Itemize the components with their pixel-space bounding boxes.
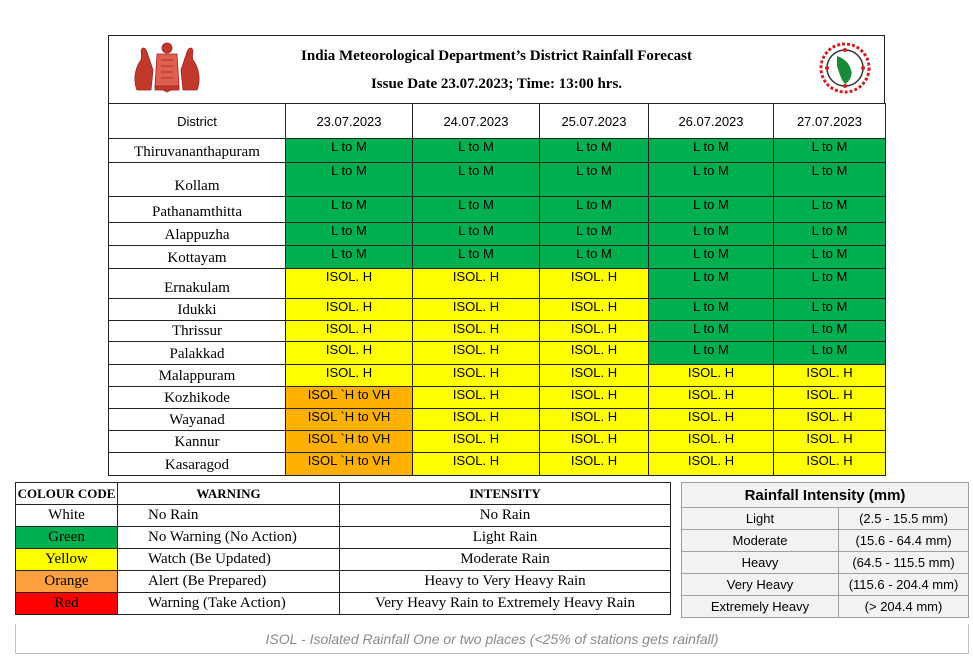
table-row <box>109 431 886 453</box>
forecast-cell: ISOL. H <box>540 269 649 299</box>
intensity-range: (64.5 - 115.5 mm) <box>839 552 969 574</box>
intensity-label: Light Rain <box>340 527 671 549</box>
warning-header: WARNING <box>118 483 340 505</box>
district-name: Thiruvananthapuram <box>109 139 286 163</box>
forecast-cell: ISOL. H <box>413 269 540 299</box>
table-row <box>109 269 886 299</box>
district-name: Kozhikode <box>109 387 286 409</box>
forecast-cell: L to M <box>649 197 774 223</box>
forecast-cell: ISOL. H <box>413 321 540 342</box>
warning-label: No Rain <box>118 505 340 527</box>
forecast-cell: ISOL. H <box>286 269 413 299</box>
forecast-cell: L to M <box>774 299 886 321</box>
colour-code-swatch: White <box>16 505 118 527</box>
intensity-label: No Rain <box>340 505 671 527</box>
forecast-cell: L to M <box>649 269 774 299</box>
forecast-cell: ISOL. H <box>413 409 540 431</box>
forecast-cell: ISOL. H <box>649 431 774 453</box>
forecast-cell: ISOL. H <box>774 431 886 453</box>
forecast-cell: ISOL. H <box>286 299 413 321</box>
warning-label: Alert (Be Prepared) <box>118 571 340 593</box>
table-row <box>109 365 886 387</box>
table-row <box>109 197 886 223</box>
district-name: Alappuzha <box>109 223 286 246</box>
forecast-cell: ISOL. H <box>649 409 774 431</box>
intensity-range: (> 204.4 mm) <box>839 596 969 618</box>
forecast-cell: ISOL. H <box>286 365 413 387</box>
forecast-cell: ISOL. H <box>540 387 649 409</box>
forecast-table <box>108 103 886 476</box>
district-name: Wayanad <box>109 409 286 431</box>
rainfall-intensity-header-row <box>682 483 969 508</box>
forecast-cell: ISOL. H <box>540 453 649 476</box>
table-row <box>109 387 886 409</box>
forecast-cell: ISOL. H <box>649 453 774 476</box>
forecast-cell: L to M <box>649 246 774 269</box>
forecast-cell: L to M <box>413 139 540 163</box>
table-row <box>109 299 886 321</box>
table-row <box>109 223 886 246</box>
intensity-category: Heavy <box>682 552 839 574</box>
district-name: Kollam <box>109 163 286 197</box>
forecast-cell: ISOL. H <box>413 387 540 409</box>
intensity-range: (15.6 - 64.4 mm) <box>839 530 969 552</box>
table-row <box>109 321 886 342</box>
forecast-cell: L to M <box>286 246 413 269</box>
rainfall-intensity-title: Rainfall Intensity (mm) <box>682 483 969 508</box>
district-name: Idukki <box>109 299 286 321</box>
rainfall-intensity-row <box>682 596 969 618</box>
forecast-cell: L to M <box>286 223 413 246</box>
table-row <box>109 409 886 431</box>
colour-code-swatch: Yellow <box>16 549 118 571</box>
forecast-cell: L to M <box>286 197 413 223</box>
forecast-cell: L to M <box>649 299 774 321</box>
rainfall-intensity-row <box>682 552 969 574</box>
district-name: Malappuram <box>109 365 286 387</box>
issue-date: Issue Date 23.07.2023; Time: 13:00 hrs. <box>370 76 623 92</box>
legend-header-row <box>16 483 671 505</box>
district-header: District <box>109 104 286 139</box>
forecast-cell: L to M <box>649 163 774 197</box>
colour-code-swatch: Orange <box>16 571 118 593</box>
forecast-cell: ISOL. H <box>413 365 540 387</box>
district-name: Thrissur <box>109 321 286 342</box>
forecast-cell: L to M <box>540 246 649 269</box>
forecast-cell: L to M <box>649 139 774 163</box>
table-row <box>109 163 886 197</box>
forecast-cell: ISOL `H to VH <box>286 409 413 431</box>
forecast-cell: L to M <box>540 139 649 163</box>
date-header: 27.07.2023 <box>774 104 886 139</box>
table-header-row <box>109 104 886 139</box>
forecast-header <box>108 35 885 103</box>
intensity-category: Moderate <box>682 530 839 552</box>
table-row <box>109 453 886 476</box>
forecast-cell: ISOL. H <box>413 453 540 476</box>
legend-row <box>16 571 671 593</box>
forecast-cell: L to M <box>774 269 886 299</box>
date-header: 26.07.2023 <box>649 104 774 139</box>
forecast-cell: ISOL. H <box>413 299 540 321</box>
forecast-cell: L to M <box>649 342 774 365</box>
intensity-category: Light <box>682 508 839 530</box>
isol-footnote: ISOL - Isolated Rainfall One or two places (<25% of stations gets rainfall) <box>15 624 969 654</box>
intensity-label: Moderate Rain <box>340 549 671 571</box>
date-header: 23.07.2023 <box>286 104 413 139</box>
forecast-cell: ISOL. H <box>774 453 886 476</box>
forecast-cell: L to M <box>540 163 649 197</box>
forecast-cell: L to M <box>649 321 774 342</box>
forecast-cell: ISOL. H <box>540 431 649 453</box>
forecast-cell: ISOL. H <box>413 342 540 365</box>
district-name: Ernakulam <box>109 269 286 299</box>
forecast-cell: L to M <box>413 197 540 223</box>
forecast-cell: L to M <box>774 342 886 365</box>
legend-row <box>16 593 671 615</box>
colour-code-swatch: Red <box>16 593 118 615</box>
forecast-cell: ISOL. H <box>540 342 649 365</box>
forecast-cell: ISOL. H <box>286 321 413 342</box>
district-name: Palakkad <box>109 342 286 365</box>
forecast-cell: L to M <box>774 197 886 223</box>
forecast-cell: ISOL `H to VH <box>286 387 413 409</box>
forecast-cell: L to M <box>774 321 886 342</box>
legend-row <box>16 549 671 571</box>
district-name: Kottayam <box>109 246 286 269</box>
intensity-range: (115.6 - 204.4 mm) <box>839 574 969 596</box>
date-header: 24.07.2023 <box>413 104 540 139</box>
forecast-cell: ISOL. H <box>774 409 886 431</box>
forecast-cell: ISOL. H <box>649 365 774 387</box>
colour-code-swatch: Green <box>16 527 118 549</box>
forecast-cell: ISOL. H <box>774 365 886 387</box>
intensity-category: Extremely Heavy <box>682 596 839 618</box>
forecast-cell: L to M <box>413 246 540 269</box>
forecast-panel <box>108 35 885 476</box>
rainfall-intensity-row <box>682 530 969 552</box>
forecast-cell: L to M <box>774 246 886 269</box>
forecast-cell: L to M <box>774 163 886 197</box>
colour-code-legend <box>15 482 671 615</box>
warning-label: Warning (Take Action) <box>118 593 340 615</box>
table-row <box>109 246 886 269</box>
forecast-cell: L to M <box>286 163 413 197</box>
forecast-title: India Meteorological Department’s District Rainfall Forecast <box>301 48 692 64</box>
imd-logo-icon <box>819 42 871 94</box>
legend-row <box>16 505 671 527</box>
rainfall-intensity-row <box>682 574 969 596</box>
forecast-cell: ISOL. H <box>540 299 649 321</box>
date-header: 25.07.2023 <box>540 104 649 139</box>
forecast-cell: L to M <box>413 223 540 246</box>
forecast-cell: ISOL `H to VH <box>286 431 413 453</box>
forecast-cell: ISOL. H <box>286 342 413 365</box>
colour-code-header: COLOUR CODE <box>16 483 118 505</box>
forecast-cell: ISOL `H to VH <box>286 453 413 476</box>
warning-label: Watch (Be Updated) <box>118 549 340 571</box>
district-name: Pathanamthitta <box>109 197 286 223</box>
forecast-cell: L to M <box>774 223 886 246</box>
intensity-label: Very Heavy Rain to Extremely Heavy Rain <box>340 593 671 615</box>
intensity-category: Very Heavy <box>682 574 839 596</box>
table-row <box>109 342 886 365</box>
forecast-cell: ISOL. H <box>413 431 540 453</box>
district-name: Kannur <box>109 431 286 453</box>
district-name: Kasaragod <box>109 453 286 476</box>
legend-row <box>16 527 671 549</box>
intensity-header: INTENSITY <box>340 483 671 505</box>
forecast-cell: L to M <box>286 139 413 163</box>
forecast-cell: L to M <box>540 223 649 246</box>
intensity-label: Heavy to Very Heavy Rain <box>340 571 671 593</box>
forecast-cell: L to M <box>413 163 540 197</box>
rainfall-intensity-row <box>682 508 969 530</box>
intensity-range: (2.5 - 15.5 mm) <box>839 508 969 530</box>
forecast-cell: ISOL. H <box>774 387 886 409</box>
forecast-cell: L to M <box>540 197 649 223</box>
forecast-cell: ISOL. H <box>649 387 774 409</box>
forecast-cell: ISOL. H <box>540 409 649 431</box>
forecast-cell: L to M <box>774 139 886 163</box>
forecast-cell: ISOL. H <box>540 365 649 387</box>
rainfall-intensity-table <box>681 482 969 618</box>
table-row <box>109 139 886 163</box>
forecast-cell: ISOL. H <box>540 321 649 342</box>
forecast-cell: L to M <box>649 223 774 246</box>
warning-label: No Warning (No Action) <box>118 527 340 549</box>
